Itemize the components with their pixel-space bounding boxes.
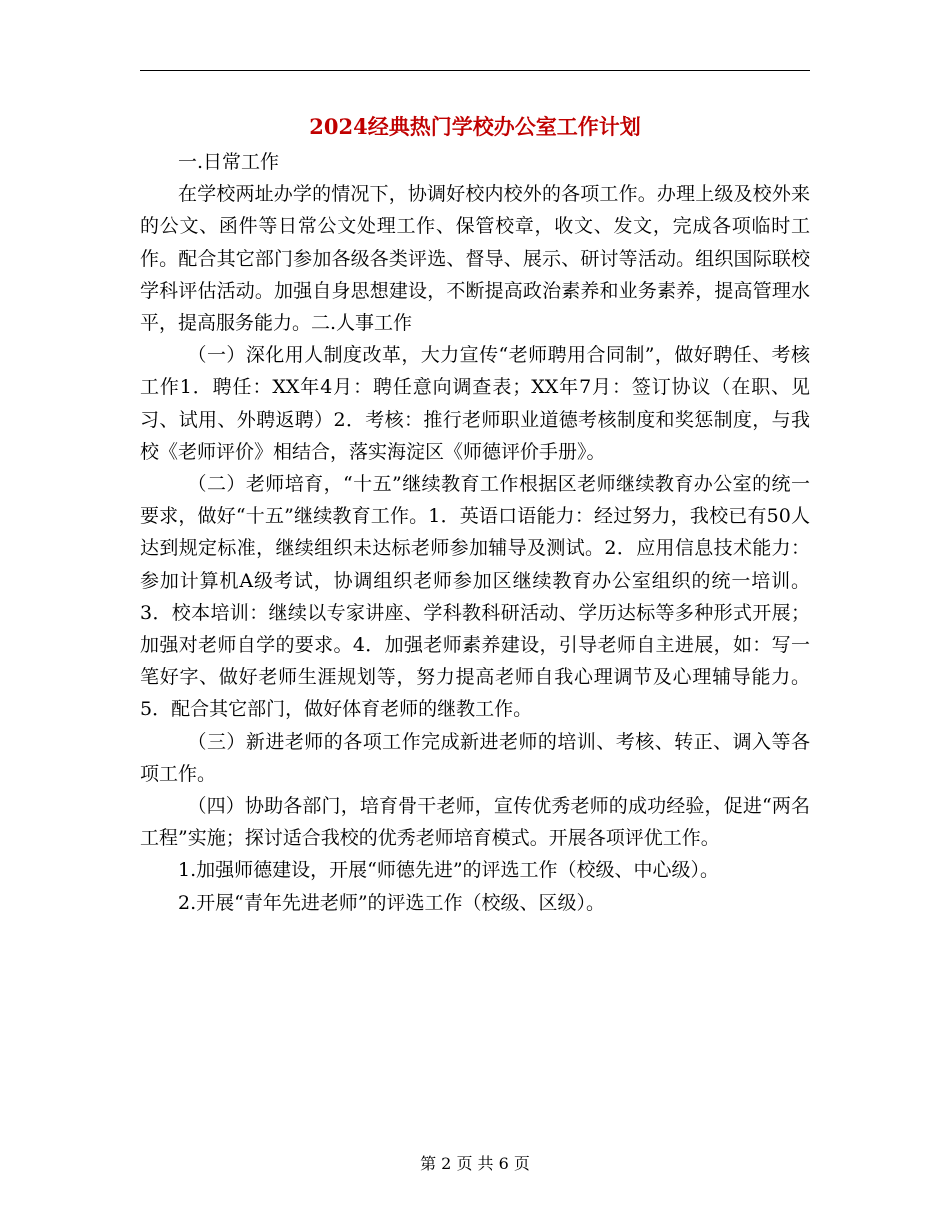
paragraph-personnel-3: （三）新进老师的各项工作完成新进老师的培训、考核、转正、调入等各项工作。 [140,730,810,785]
paragraph-daily-work: 在学校两址办学的情况下，协调好校内校外的各项工作。办理上级及校外来的公文、函件等日常公文处理工作、保管校章，收文、发文，完成各项临时工作。配合其它部门参加各级各类评选、督导、展示、研讨等活动。组织国际联校学科评估活动。加强自身思想建设，不断提高政治素养和业务素养，提高管理水平，提高服务能力。二.人事工作 [140,183,810,335]
section-heading-daily-work: 一.日常工作 [178,151,280,173]
list-item-ethics: 1.加强师德建设，开展“师德先进”的评选工作（校级、中心级）。 [178,859,720,882]
page-footer: 第 2 页 共 6 页 [420,1154,530,1173]
header-rule [140,70,810,71]
list-item-young-teachers: 2.开展“青年先进老师”的评选工作（校级、区级）。 [178,891,606,914]
paragraph-personnel-4: （四）协助各部门，培育骨干老师，宣传优秀老师的成功经验，促进“两名工程”实施；探讨适合我校的优秀老师培育模式。开展各项评优工作。 [140,795,810,850]
paragraph-personnel-2: （二）老师培育，“十五”继续教育工作根据区老师继续教育办公室的统一要求，做好“十五”继续教育工作。1．英语口语能力：经过努力，我校已有50人达到规定标准，继续组织未达标老师参加辅导及测试。2．应用信息技术能力：参加计算机A级考试，协调组织老师参加区继续教育办公室组织的统一培训。3．校本培训：继续以专家讲座、学科教科研活动、学历达标等多种形式开展；加强对老师自学的要求。4．加强老师素养建设，引导老师自主进展，如：写一笔好字、做好老师生涯规划等，努力提高老师自我心理调节及心理辅导能力。5．配合其它部门，做好体育老师的继教工作。 [140,473,810,721]
document-title: 2024经典热门学校办公室工作计划 [309,114,641,139]
document-body [140,146,810,919]
paragraph-personnel-1: （一）深化用人制度改革，大力宣传“老师聘用合同制”，做好聘任、考核工作1．聘任：XX年4月：聘任意向调查表；XX年7月：签订协议（在职、见习、试用、外聘返聘）2．考核：推行老师职业道德考核制度和奖惩制度，与我校《老师评价》相结合，落实海淀区《师德评价手册》。 [140,344,810,463]
